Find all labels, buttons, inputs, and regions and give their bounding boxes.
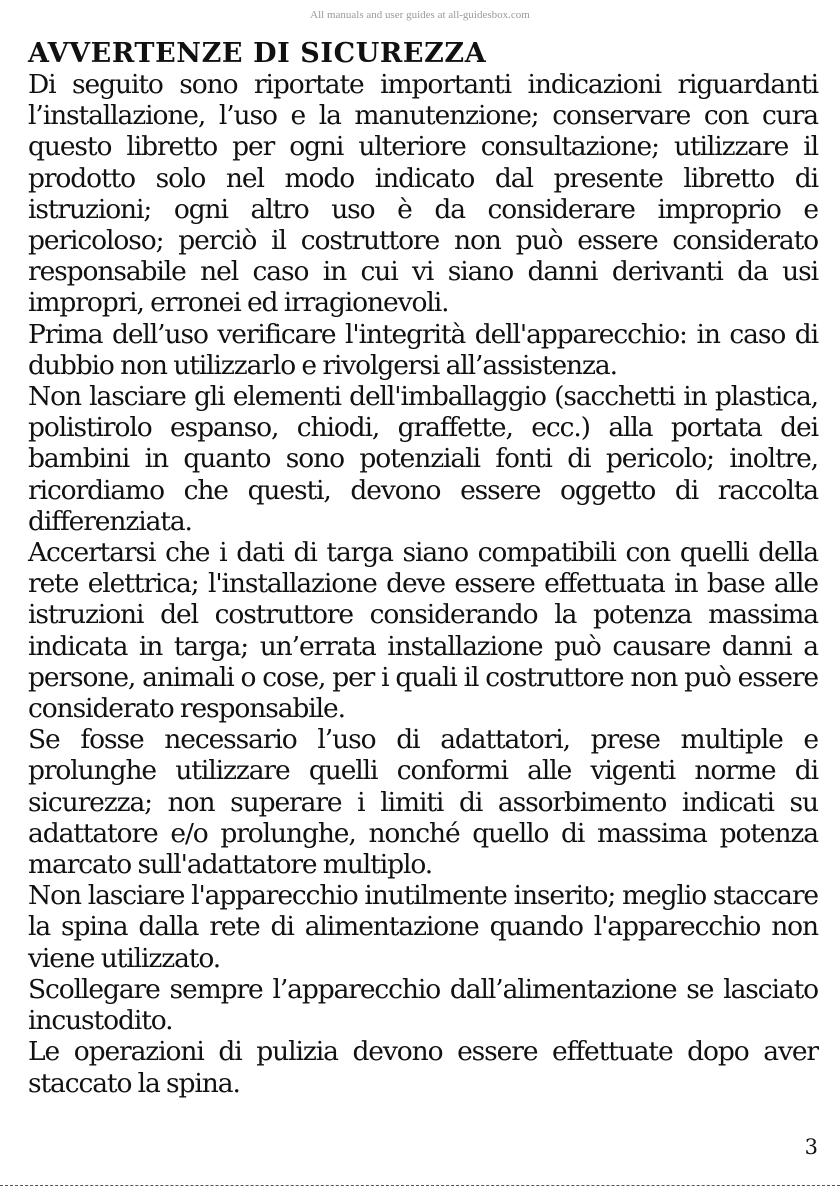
paragraph-packaging: Non lasciare gli elementi dell'imballaggio (sacchetti in plastica, polistirolo espanso, chiodi, graffette, ecc.) alla portata dei bambini in quanto sono potenziali fonti di pericolo; inoltre, ricordiamo che questi, devono essere oggetto di raccolta differenziata. <box>28 381 818 537</box>
watermark-header: All manuals and user guides at all-guidesbox.com <box>310 9 530 21</box>
page-number: 3 <box>804 1135 818 1159</box>
paragraph-integrity-check: Prima dell’uso verificare l'integrità dell'apparecchio: in caso di dubbio non utilizzarlo e rivolgersi all’assistenza. <box>28 318 818 381</box>
bottom-divider <box>0 1185 840 1186</box>
document-body <box>28 38 818 1099</box>
paragraph-cleaning: Le operazioni di pulizia devono essere effettuate dopo aver staccato la spina. <box>28 1036 818 1099</box>
paragraph-adapters: Se fosse necessario l’uso di adattatori, prese multiple e prolunghe utilizzare quelli conformi alle vigenti norme di sicurezza; non superare i limiti di assorbimento indicati su adattatore e/o prolunghe, nonché quello di massima potenza marcato sull'adattatore multiplo. <box>28 724 818 881</box>
paragraph-unplug: Non lasciare l'apparecchio inutilmente inserito; meglio staccare la spina dalla rete di alimentazione quando l'apparecchio non viene utilizzato. <box>28 880 818 974</box>
paragraph-unattended: Scollegare sempre l’apparecchio dall’alimentazione se lasciato incustodito. <box>28 973 818 1037</box>
paragraph-rating-plate: Accertarsi che i dati di targa siano compatibili con quelli della rete elettrica; l'installazione deve essere effettuata in base alle istruzioni del costruttore considerando la potenza massima indicata in targa; un’errata installazione può causare danni a persone, animali o cose, per i quali il costruttore non può essere considerato responsabile. <box>28 537 818 725</box>
section-title: AVVERTENZE DI SICUREZZA <box>28 38 487 69</box>
paragraph-intro: Di seguito sono riportate importanti indicazioni riguardanti l’installazione, l’uso e la manutenzione; conservare con cura questo libretto per ogni ulteriore consultazione; utilizzare il prodotto solo nel modo indicato dal presente libretto di istruzioni; ogni altro uso è da considerare improprio e pericoloso; perciò il costruttore non può essere considerato responsabile nel caso in cui vi siano danni derivanti da usi impropri, erronei ed irragionevoli. <box>28 69 818 319</box>
